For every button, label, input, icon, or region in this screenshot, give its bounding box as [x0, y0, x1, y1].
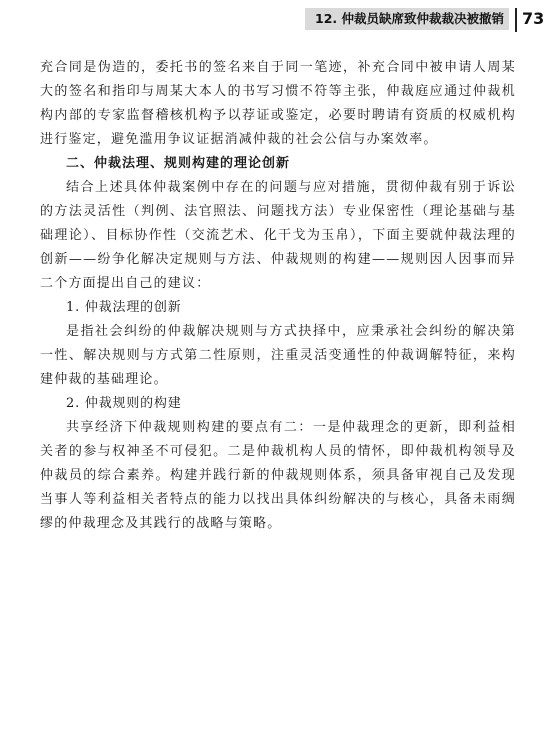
page-header — [0, 8, 558, 32]
paragraph-continued: 充合同是伪造的，委托书的签名来自于同一笔迹，补充合同中被申请人周某大的签名和指印与周某大本人的书写习惯不符等主张，仲裁庭应通过仲裁机构内部的专家监督稽核机构予以荐证或鉴定，必要时聘请有资质的权威机构进行鉴定，避免滥用争议证据消减仲裁的社会公信与办案效率。 — [40, 60, 516, 147]
paragraph-arbitration-rules: 共享经济下仲裁规则构建的要点有二：一是仲裁理念的更新，即利益相关者的参与权神圣不可侵犯。二是仲裁机构人员的情怀，即仲裁机构领导及仲裁员的综合素养。构建并践行新的仲裁规则体系，须具备审视自己及发现当事人等利益相关者特点的能力以找出具体纠纷解决的与核心，具备未雨绸缪的仲裁理念及其践行的战略与策略。 — [40, 420, 516, 531]
paragraph-arbitration-theory: 是指社会纠纷的仲裁解决规则与方式抉择中，应秉承社会纠纷的解决第一性、解决规则与方式第二性原则，注重灵活变通性的仲裁调解特征，来构建仲裁的基础理论。 — [40, 324, 516, 387]
page-number: 73 — [522, 9, 545, 28]
subheading-arbitration-theory: 1. 仲裁法理的创新 — [66, 300, 182, 315]
paragraph-intro: 结合上述具体仲裁案例中存在的问题与应对措施，贯彻仲裁有别于诉讼的方法灵活性（判例、法官照法、问题找方法）专业保密性（理论基础与基础理论）、目标协作性（交流艺术、化干戈为玉帛），下面主要就仲裁法理的创新——纷争化解决定规则与方法、仲裁规则的构建——规则因人因事而异二个方面提出自己的建议： — [40, 180, 516, 291]
page-body — [40, 56, 516, 536]
header-separator — [515, 8, 517, 32]
subheading-arbitration-rules: 2. 仲裁规则的构建 — [66, 396, 182, 411]
section-heading: 二、仲裁法理、规则构建的理论创新 — [66, 156, 291, 171]
running-title: 12. 仲裁员缺席致仲裁裁决被撤销 — [315, 11, 504, 26]
